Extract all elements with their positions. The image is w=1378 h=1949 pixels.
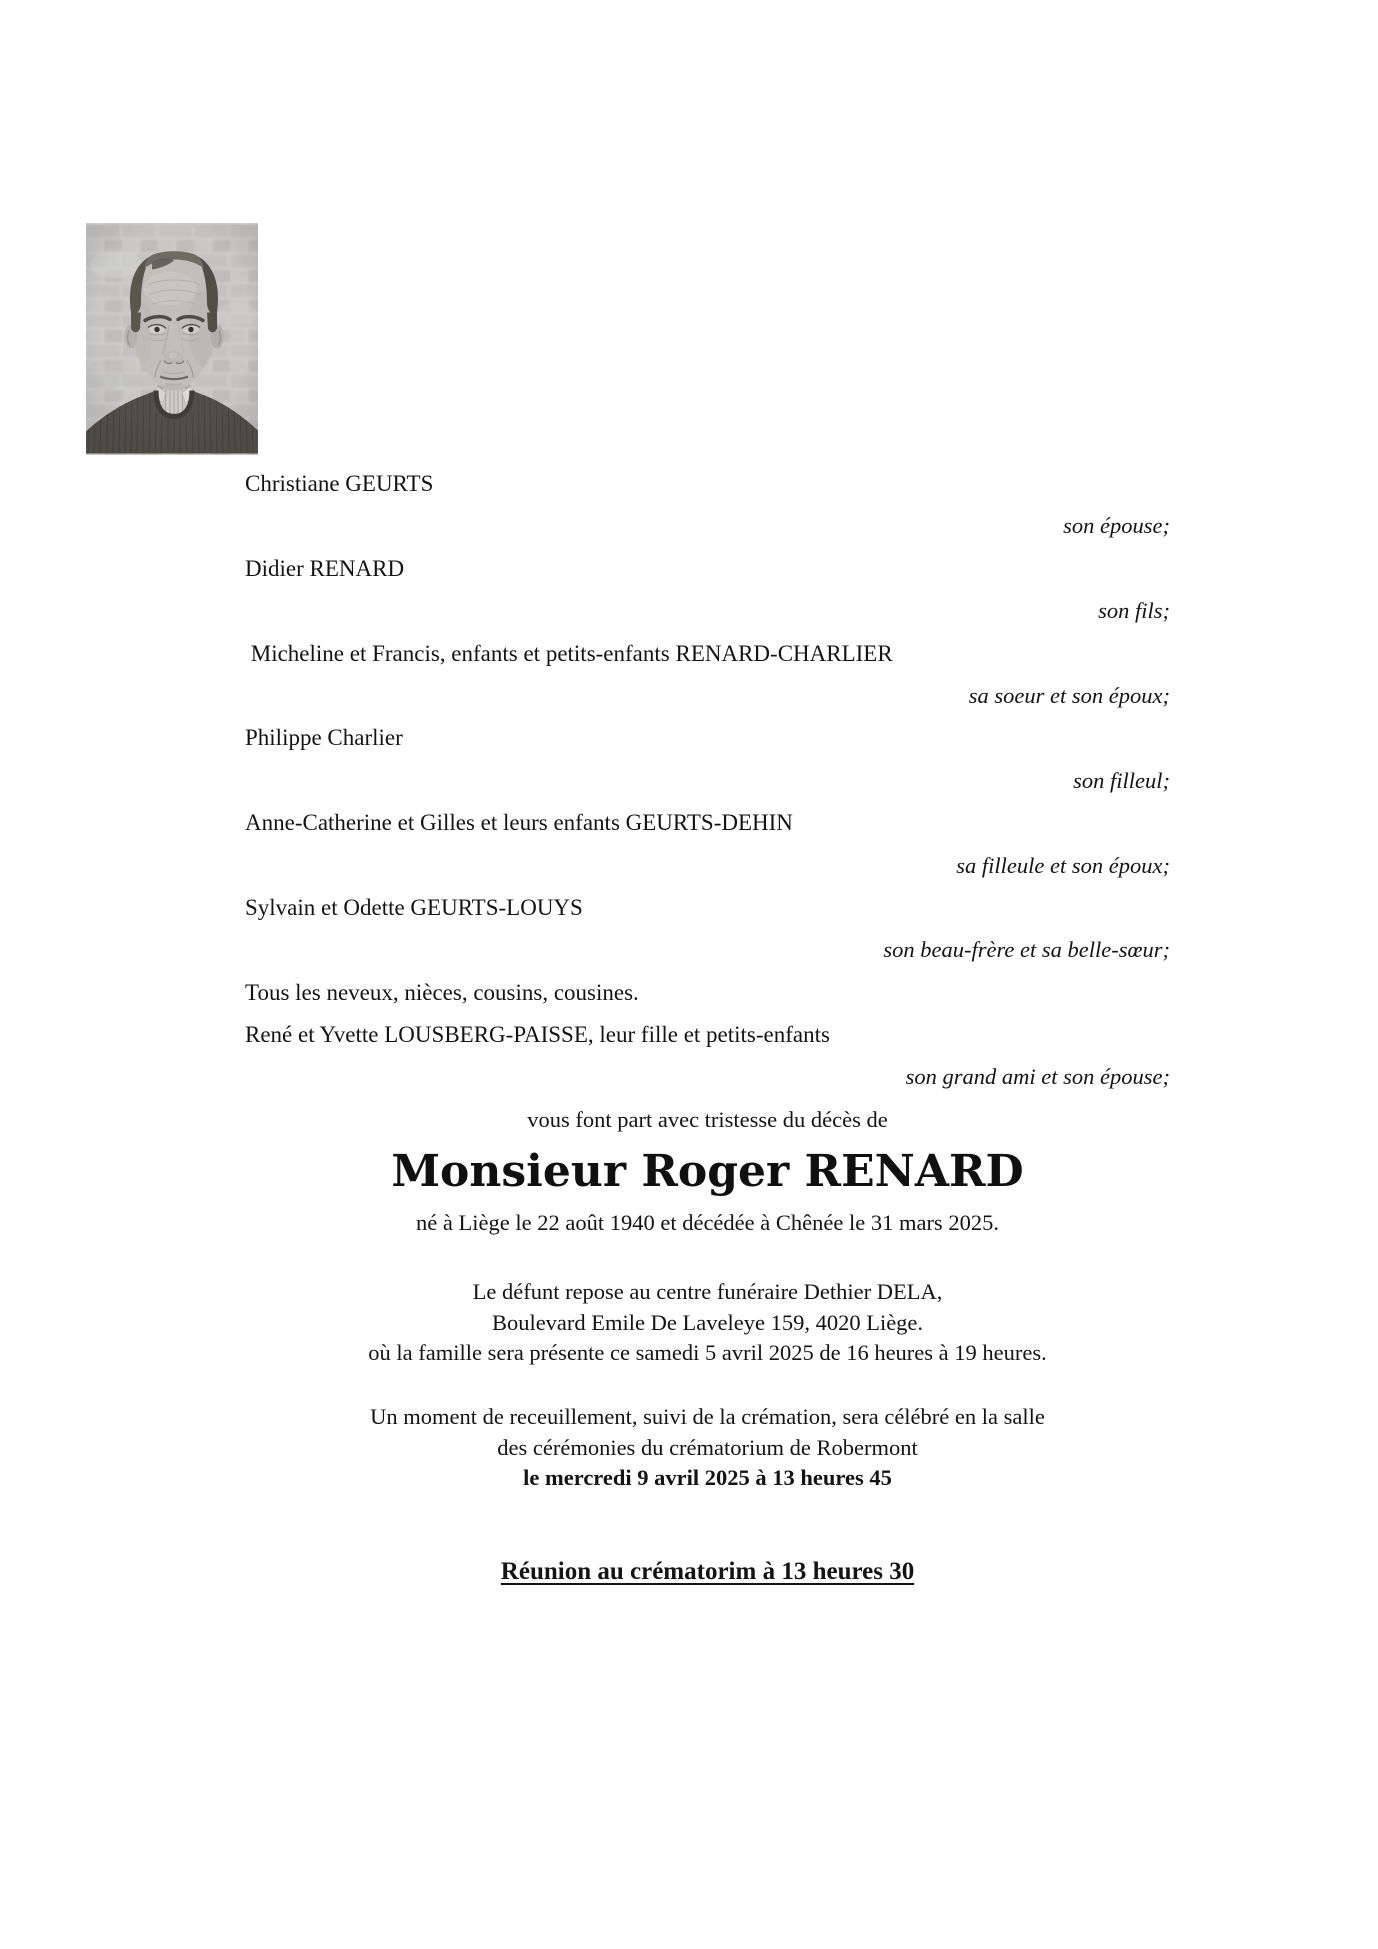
- family-names-line: Philippe Charlier: [245, 725, 403, 751]
- family-row: [245, 887, 1170, 972]
- family-row: [245, 548, 1170, 633]
- life-dates-line: né à Liège le 22 août 1940 et décédée à Chênée le 31 mars 2025.: [416, 1210, 999, 1235]
- family-names-line: Anne-Catherine et Gilles et leurs enfants GEURTS-DEHIN: [245, 810, 793, 836]
- family-row: [245, 1014, 1170, 1099]
- family-names-line: Tous les neveux, nièces, cousins, cousines.: [245, 979, 639, 1005]
- family-row: [245, 633, 1170, 718]
- announcement-intro-line: vous font part avec tristesse du décès de: [527, 1106, 888, 1132]
- repose-line-3: où la famille sera présente ce samedi 5 avril 2025 de 16 heures à 19 heures.: [368, 1340, 1047, 1366]
- family-names-line: Didier RENARD: [245, 555, 405, 581]
- portrait-photo-drawing: [86, 223, 258, 455]
- family-row: [245, 463, 1170, 548]
- repose-block: [245, 1277, 1170, 1369]
- portrait-photo: [86, 223, 258, 455]
- family-names-line: René et Yvette LOUSBERG-PAISSE, leur fille et petits-enfants: [245, 1022, 830, 1048]
- family-relation-line: sa filleule et son époux;: [956, 852, 1170, 878]
- repose-line-2: Boulevard Emile De Laveleye 159, 4020 Liège.: [491, 1309, 924, 1335]
- family-relation-line: son épouse;: [1063, 513, 1170, 539]
- ceremony-block: [245, 1402, 1170, 1494]
- family-relation-line: son fils;: [1098, 598, 1170, 624]
- family-relation-line: son filleul;: [1073, 767, 1170, 793]
- repose-line-1: Le défunt repose au centre funéraire Dethier DELA,: [472, 1279, 943, 1304]
- family-row: [245, 717, 1170, 802]
- family-relation-line: son beau-frère et sa belle-sœur;: [883, 937, 1170, 963]
- family-row: [245, 972, 1170, 1014]
- family-relation-line: son grand ami et son épouse;: [905, 1064, 1170, 1090]
- ceremony-datetime-line: le mercredi 9 avril 2025 à 13 heures 45: [523, 1465, 892, 1491]
- family-names-line: Micheline et Francis, enfants et petits-enfants RENARD-CHARLIER: [245, 640, 893, 666]
- family-row: [245, 802, 1170, 887]
- family-list: [245, 463, 1170, 1141]
- reunion-line: Réunion au crématorim à 13 heures 30: [500, 1558, 915, 1585]
- family-names-line: Christiane GEURTS: [245, 471, 434, 496]
- ceremony-line-2: des cérémonies du crématorium de Robermont: [497, 1434, 918, 1460]
- ceremony-line-1: Un moment de receuillement, suivi de la crémation, sera célébré en la salle: [370, 1404, 1045, 1429]
- family-names-line: Sylvain et Odette GEURTS-LOUYS: [245, 894, 583, 920]
- family-relation-line: sa soeur et son époux;: [968, 682, 1170, 708]
- deceased-name-title: Monsieur Roger RENARD: [391, 1146, 1024, 1197]
